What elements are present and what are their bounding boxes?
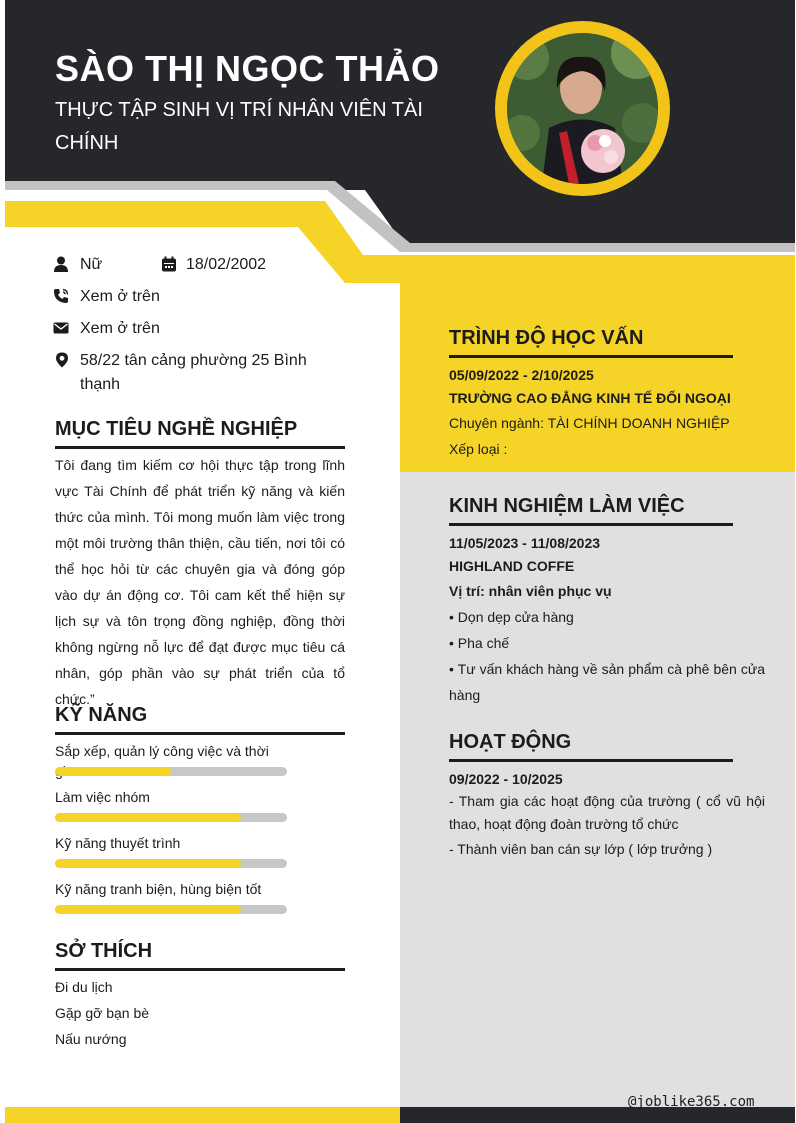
hobbies-divider bbox=[55, 968, 345, 971]
skill-name: Kỹ năng thuyết trình bbox=[55, 835, 181, 851]
email-icon bbox=[53, 320, 69, 336]
skill-bar-fill bbox=[55, 859, 241, 868]
skill-item bbox=[55, 787, 295, 822]
experience-task: • Pha chế bbox=[449, 635, 510, 651]
skills-divider bbox=[55, 732, 345, 735]
location-icon bbox=[54, 352, 70, 368]
avatar bbox=[507, 33, 658, 184]
gender-value: Nữ bbox=[80, 256, 103, 273]
objective-title: MỤC TIÊU NGHỀ NGHIỆP bbox=[55, 418, 298, 440]
calendar-icon bbox=[161, 256, 177, 272]
experience-divider bbox=[449, 523, 733, 526]
education-period: 05/09/2022 - 2/10/2025 bbox=[449, 367, 594, 383]
experience-position: Vị trí: nhân viên phục vụ bbox=[449, 583, 612, 599]
cv-page bbox=[5, 0, 795, 1123]
activities-divider bbox=[449, 759, 733, 762]
objective-text: Tôi đang tìm kiếm cơ hội thực tập trong lĩnh vực Tài Chính để phát triển kỹ năng và kiến thức của mình. Tôi mong muốn làm việc trong một môi trường thân thiện, cầu tiến, nơi tôi có thể học hỏi từ các chuyên gia và đóng góp vào dự án động cơ. Tôi cam kết thể hiện sự lịch sự và tôn trọng đồng nghiệp, đồng thời không ngừng nỗ lực để đạt được mục tiêu cá nhân, góp phần vào sự phát triển của tổ chức.” bbox=[55, 457, 345, 707]
skill-bar bbox=[55, 767, 287, 776]
skill-name: Kỹ năng tranh biện, hùng biện tốt bbox=[55, 881, 262, 897]
experience-task: • Dọn dẹp cửa hàng bbox=[449, 609, 574, 625]
job-title: THỰC TẬP SINH VỊ TRÍ NHÂN VIÊN TÀI CHÍNH bbox=[55, 99, 423, 154]
hobbies-title: SỞ THÍCH bbox=[55, 940, 153, 962]
education-major: Chuyên ngành: TÀI CHÍNH DOANH NGHIỆP bbox=[449, 415, 730, 431]
skills-title: KỸ NĂNG bbox=[55, 704, 148, 726]
education-divider bbox=[449, 355, 733, 358]
objective-divider bbox=[55, 446, 345, 449]
skill-item bbox=[55, 741, 295, 776]
skill-name: Làm việc nhóm bbox=[55, 789, 150, 805]
phone-value: Xem ở trên bbox=[80, 288, 160, 305]
candidate-name: SÀO THỊ NGỌC THẢO bbox=[55, 48, 440, 89]
address-value: 58/22 tân cảng phường 25 Bình thạnh bbox=[80, 352, 307, 393]
birthdate-value: 18/02/2002 bbox=[186, 256, 267, 273]
email-value: Xem ở trên bbox=[80, 320, 160, 337]
hobby-item: Nấu nướng bbox=[55, 1031, 127, 1047]
education-school: TRƯỜNG CAO ĐẲNG KINH TẾ ĐỐI NGOẠI bbox=[449, 390, 731, 406]
hobby-item: Gặp gỡ bạn bè bbox=[55, 1005, 150, 1021]
education-title: TRÌNH ĐỘ HỌC VẤN bbox=[449, 327, 644, 349]
skill-bar-fill bbox=[55, 767, 171, 776]
skill-bar bbox=[55, 905, 287, 914]
activity-item: - Tham gia các hoạt động của trường ( cổ vũ hội thao, hoạt động đoàn trường tổ chức bbox=[449, 793, 765, 832]
experience-period: 11/05/2023 - 11/08/2023 bbox=[449, 535, 601, 551]
phone-icon bbox=[53, 288, 69, 304]
activity-item: - Thành viên ban cán sự lớp ( lớp trưởng ) bbox=[449, 841, 713, 857]
activities-title: HOẠT ĐỘNG bbox=[449, 731, 572, 753]
skill-bar-fill bbox=[55, 905, 241, 914]
education-rank: Xếp loại : bbox=[449, 441, 508, 457]
skill-bar bbox=[55, 859, 287, 868]
skill-name: Sắp xếp, quản lý công việc và thời bbox=[55, 743, 269, 759]
experience-company: HIGHLAND COFFE bbox=[449, 558, 575, 574]
footer-bar-yellow bbox=[5, 1107, 400, 1123]
skill-bar-fill bbox=[55, 813, 241, 822]
hobby-item: Đi du lịch bbox=[55, 979, 113, 995]
activities-period: 09/2022 - 10/2025 bbox=[449, 771, 563, 787]
skill-bar bbox=[55, 813, 287, 822]
watermark: @joblike365.com bbox=[628, 1094, 755, 1110]
skill-item bbox=[55, 833, 295, 868]
user-icon bbox=[53, 256, 69, 272]
skill-item bbox=[55, 879, 295, 914]
experience-task: • Tư vấn khách hàng về sản phẩm cà phê bên cửa hàng bbox=[449, 661, 765, 703]
experience-title: KINH NGHIỆM LÀM VIỆC bbox=[449, 495, 685, 517]
